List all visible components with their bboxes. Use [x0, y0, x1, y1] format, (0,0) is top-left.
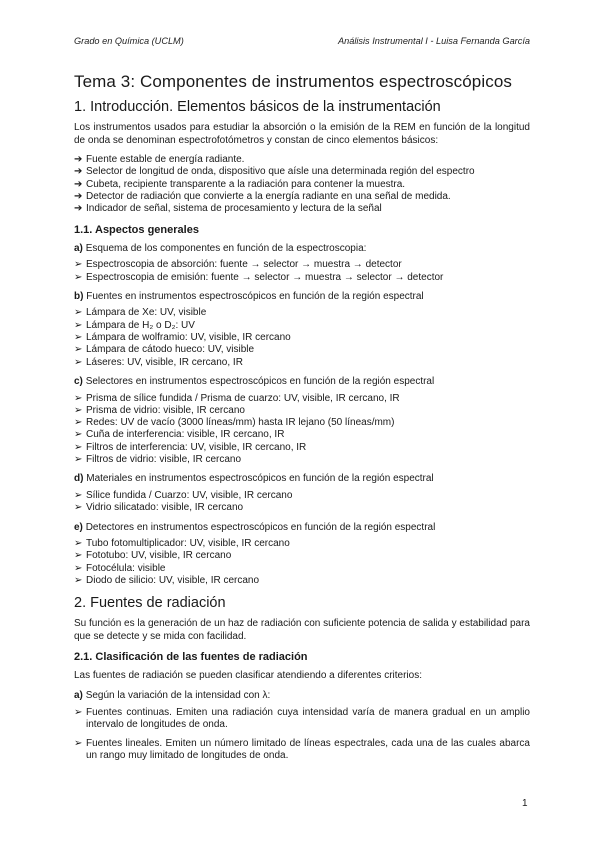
section-2-heading: 2. Fuentes de radiación: [74, 595, 226, 612]
list-item: ➢ Lámpara de H₂ o D₂: UV: [74, 319, 195, 331]
list-item: ➔ Selector de longitud de onda, dispositivo que aísle una determinada región del espectro: [74, 166, 475, 178]
group-d-list: [74, 490, 530, 515]
arrowhead-bullet-icon: ➢: [74, 454, 83, 466]
arrowhead-bullet-icon: ➢: [74, 356, 83, 368]
arrowhead-bullet-icon: ➢: [74, 737, 83, 749]
list-item: ➢ Fotocélula: visible: [74, 562, 166, 574]
arrowhead-bullet-icon: ➢: [74, 332, 83, 344]
arrowhead-bullet-icon: ➢: [74, 550, 83, 562]
list-item: ➔ Indicador de señal, sistema de procesamiento y lectura de la señal: [74, 203, 382, 215]
page-number: 1: [522, 798, 528, 809]
group-b-heading: b) Fuentes en instrumentos espectroscópicos en función de la región espectral: [74, 290, 424, 302]
arrowhead-bullet-icon: ➢: [74, 417, 83, 429]
source-types-list: [74, 707, 530, 763]
group-2-1-a-heading: a) Según la variación de la intensidad con λ:: [74, 690, 271, 702]
section-1-heading: 1. Introducción. Elementos básicos de la instrumentación: [74, 99, 441, 115]
section-1-intro: Los instrumentos usados para estudiar la absorción o la emisión de la REM en función de la longitud de onda se denominan espectrofotómetros y constan de cinco elementos básicos:: [74, 122, 530, 146]
header-subject-author: Análisis Instrumental I - Luisa Fernanda García: [337, 36, 530, 46]
list-item: ➢ Lámpara de cátodo hueco: UV, visible: [74, 344, 255, 356]
page-content: [74, 72, 530, 769]
arrowhead-bullet-icon: ➢: [74, 404, 83, 416]
list-item: ➢ Tubo fotomultiplicador: UV, visible, IR cercano: [74, 538, 290, 550]
list-item: ➢ Filtros de vidrio: visible, IR cercano: [74, 454, 242, 466]
group-e-list: [74, 538, 530, 587]
arrowhead-bullet-icon: ➢: [74, 319, 83, 331]
list-item: ➢ Espectroscopia de emisión: fuente → selector → muestra → selector → detector: [74, 271, 444, 283]
basic-elements-list: [74, 154, 530, 215]
arrowhead-bullet-icon: ➢: [74, 392, 83, 404]
arrowhead-bullet-icon: ➢: [74, 429, 83, 441]
list-item: ➔ Cubeta, recipiente transparente a la radiación para contener la muestra.: [74, 178, 406, 190]
arrowhead-bullet-icon: ➢: [74, 574, 83, 586]
arrowhead-bullet-icon: ➢: [74, 489, 83, 501]
arrowhead-bullet-icon: ➢: [74, 706, 83, 718]
group-a-heading: a) Esquema de los componentes en función de la espectroscopia:: [74, 242, 367, 254]
arrowhead-bullet-icon: ➢: [74, 307, 83, 319]
list-item: ➢ Láseres: UV, visible, IR cercano, IR: [74, 356, 243, 368]
arrowhead-bullet-icon: ➢: [74, 562, 83, 574]
group-c-list: [74, 393, 530, 467]
list-item: ➢ Espectroscopia de absorción: fuente → selector → muestra → detector: [74, 259, 402, 271]
arrow-bullet-icon: ➔: [74, 154, 83, 166]
group-c-heading: c) Selectores en instrumentos espectroscópicos en función de la región espectral: [74, 375, 435, 387]
header-course: Grado en Química (UCLM): [74, 36, 184, 46]
arrowhead-bullet-icon: ➢: [74, 502, 83, 514]
list-item: ➢ Diodo de silicio: UV, visible, IR cercano: [74, 574, 260, 586]
list-item: ➢ Prisma de vidrio: visible, IR cercano: [74, 404, 245, 416]
group-b-list: [74, 307, 530, 368]
list-item: ➔ Detector de radiación que convierte a la energía radiante en una señal de medida.: [74, 191, 451, 203]
list-item: ➢ Prisma de sílice fundida / Prisma de cuarzo: UV, visible, IR cercano, IR: [74, 392, 400, 404]
arrowhead-bullet-icon: ➢: [74, 259, 83, 271]
arrow-bullet-icon: ➔: [74, 166, 83, 178]
list-item: ➢ Lámpara de Xe: UV, visible: [74, 307, 207, 319]
list-item: ➢ Vidrio silicatado: visible, IR cercano: [74, 502, 244, 514]
list-item: ➢ Cuña de interferencia: visible, IR cercano, IR: [74, 429, 285, 441]
group-a-list: [74, 259, 530, 284]
list-item: ➢ Sílice fundida / Cuarzo: UV, visible, IR cercano: [74, 489, 293, 501]
list-item: ➢ Fuentes continuas. Emiten una radiación cuya intensidad varía de manera gradual en un amplio intervalo de longitudes de onda.: [74, 706, 530, 731]
list-item: ➢ Fototubo: UV, visible, IR cercano: [74, 550, 232, 562]
list-item: ➢ Filtros de interferencia: UV, visible, IR cercano, IR: [74, 441, 307, 453]
list-item: ➢ Fuentes lineales. Emiten un número limitado de líneas espectrales, cada una de las cuales abarca un rango muy limitado de longitudes de onda.: [74, 737, 530, 762]
section-2-intro: Su función es la generación de un haz de radiación con suficiente potencia de salida y estabilidad para que se detecte y se mida con facilidad.: [74, 618, 530, 642]
section-2-1-intro: Las fuentes de radiación se pueden clasificar atendiendo a diferentes criterios:: [74, 670, 422, 682]
group-e-heading: e) Detectores en instrumentos espectroscópicos en función de la región espectral: [74, 521, 436, 533]
arrowhead-bullet-icon: ➢: [74, 344, 83, 356]
group-d-heading: d) Materiales en instrumentos espectroscópicos en función de la región espectral: [74, 473, 434, 485]
section-2-1-heading: 2.1. Clasificación de las fuentes de radiación: [74, 651, 308, 664]
arrow-bullet-icon: ➔: [74, 203, 83, 215]
list-item: ➢ Lámpara de wolframio: UV, visible, IR cercano: [74, 332, 291, 344]
arrowhead-bullet-icon: ➢: [74, 271, 83, 283]
arrow-bullet-icon: ➔: [74, 191, 83, 203]
section-1-1-heading: 1.1. Aspectos generales: [74, 223, 199, 236]
arrow-bullet-icon: ➔: [74, 178, 83, 190]
arrowhead-bullet-icon: ➢: [74, 441, 83, 453]
arrowhead-bullet-icon: ➢: [74, 538, 83, 550]
list-item: ➔ Fuente estable de energía radiante.: [74, 154, 245, 166]
list-item: ➢ Redes: UV de vacío (3000 líneas/mm) hasta IR lejano (50 líneas/mm): [74, 417, 395, 429]
page-title: Tema 3: Componentes de instrumentos espectroscópicos: [74, 72, 512, 91]
